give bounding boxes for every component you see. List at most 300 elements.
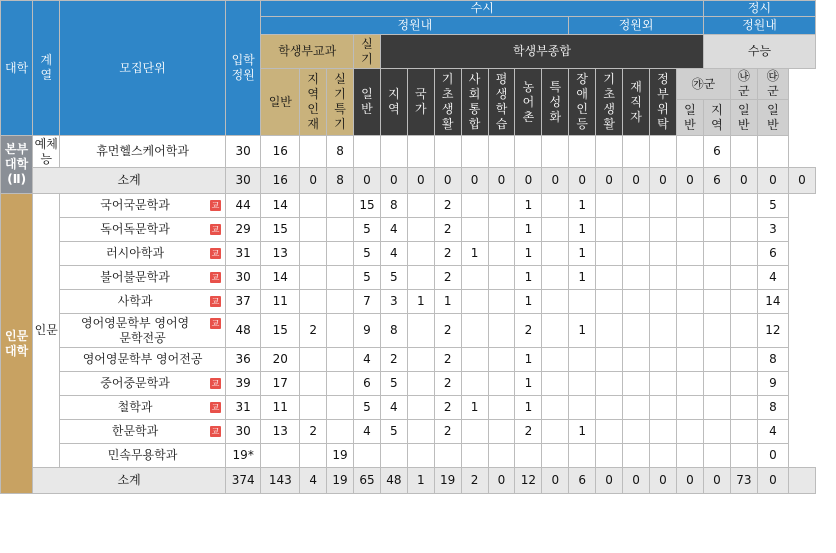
header-j-sahoe: 사 회 통 합	[461, 69, 488, 136]
subtotal-value: 0	[380, 168, 407, 194]
value-cell: 5	[380, 266, 407, 290]
value-cell	[623, 290, 650, 314]
value-cell: 12	[757, 314, 788, 348]
value-cell	[676, 348, 703, 372]
value-cell	[596, 420, 623, 444]
value-cell	[461, 314, 488, 348]
subtotal-value: 0	[407, 168, 434, 194]
value-cell	[354, 444, 381, 468]
value-cell	[703, 444, 730, 468]
value-cell: 1	[515, 242, 542, 266]
value-cell	[730, 266, 757, 290]
subtotal-value: 6	[703, 168, 730, 194]
value-cell	[434, 444, 461, 468]
subtotal-value: 12	[515, 468, 542, 494]
value-cell: 2	[434, 194, 461, 218]
subtotal-row	[1, 168, 816, 194]
value-cell	[649, 136, 676, 168]
subtotal-value: 0	[649, 468, 676, 494]
value-cell: 1	[569, 218, 596, 242]
header-susi-jeongwonoe: 정원외	[569, 17, 704, 35]
unit-label: 휴먼헬스케어학과	[96, 144, 189, 158]
subtotal-value: 0	[488, 168, 515, 194]
unit-label: 독어독문학과	[100, 222, 170, 236]
value-cell	[730, 348, 757, 372]
value-cell	[730, 396, 757, 420]
value-cell: 6	[757, 242, 788, 266]
unit-label: 영어영문학부 영어전공	[82, 352, 203, 366]
header-j-teukseonghwa: 특 성 화	[542, 69, 569, 136]
gyojik-badge-icon: 교	[211, 201, 220, 210]
header-j-gukga: 국 가	[407, 69, 434, 136]
value-cell: 8	[757, 396, 788, 420]
value-cell: 29	[225, 218, 261, 242]
value-cell	[730, 314, 757, 348]
subtotal-value: 0	[542, 468, 569, 494]
value-cell: 1	[515, 290, 542, 314]
header-gyogwa: 학생부교과	[261, 35, 354, 69]
value-cell	[461, 266, 488, 290]
value-cell: 30	[225, 420, 261, 444]
value-cell	[461, 444, 488, 468]
value-cell: 2	[434, 396, 461, 420]
value-cell: 36	[225, 348, 261, 372]
header-j-pyeongsaeng: 평 생 학 습	[488, 69, 515, 136]
value-cell: 19	[327, 444, 354, 468]
subtotal-value: 16	[261, 168, 300, 194]
value-cell	[488, 136, 515, 168]
value-cell	[676, 266, 703, 290]
table-row	[1, 372, 816, 396]
subtotal-value: 1	[407, 468, 434, 494]
table-row	[1, 290, 816, 314]
header-unit: 모집단위	[60, 1, 226, 136]
subtotal-value: 0	[488, 468, 515, 494]
subtotal-value: 4	[300, 468, 327, 494]
college-cell: 본부 대학 (Ⅱ)	[1, 136, 33, 194]
subtotal-label: 소계	[33, 168, 226, 194]
value-cell	[596, 348, 623, 372]
value-cell	[407, 194, 434, 218]
value-cell	[596, 242, 623, 266]
header-gyogwa-ilban: 일반	[261, 69, 300, 136]
header-ga-jiyeok: 지 역	[703, 100, 730, 136]
header-series: 계 열	[33, 1, 60, 136]
table-body	[1, 136, 816, 494]
value-cell: 14	[261, 266, 300, 290]
subtotal-value: 0	[596, 168, 623, 194]
value-cell	[488, 348, 515, 372]
value-cell	[703, 372, 730, 396]
value-cell: 1	[461, 242, 488, 266]
series-cell: 인문	[33, 194, 60, 468]
unit-cell	[60, 194, 226, 218]
value-cell: 1	[515, 218, 542, 242]
value-cell: 5	[354, 218, 381, 242]
value-cell: 1	[515, 372, 542, 396]
value-cell	[569, 290, 596, 314]
value-cell	[676, 218, 703, 242]
value-cell	[649, 266, 676, 290]
value-cell: 11	[261, 396, 300, 420]
unit-cell	[60, 242, 226, 266]
table-row	[1, 242, 816, 266]
value-cell	[461, 136, 488, 168]
value-cell	[407, 444, 434, 468]
value-cell	[380, 136, 407, 168]
subtotal-value: 0	[649, 168, 676, 194]
header-na-gun: ㉯ 군	[730, 69, 757, 100]
value-cell	[407, 266, 434, 290]
value-cell	[649, 444, 676, 468]
table-row	[1, 218, 816, 242]
gyojik-badge-icon: 교	[211, 427, 220, 436]
value-cell	[380, 444, 407, 468]
subtotal-value: 0	[596, 468, 623, 494]
value-cell	[730, 372, 757, 396]
value-cell	[542, 242, 569, 266]
value-cell	[569, 136, 596, 168]
value-cell	[542, 266, 569, 290]
subtotal-value: 0	[569, 168, 596, 194]
value-cell	[649, 290, 676, 314]
value-cell: 1	[515, 266, 542, 290]
gyojik-badge-icon: 교	[211, 403, 220, 412]
header-j-jaejikja: 재 직 자	[623, 69, 650, 136]
value-cell: 2	[434, 348, 461, 372]
value-cell	[407, 314, 434, 348]
value-cell	[300, 194, 327, 218]
value-cell	[327, 372, 354, 396]
value-cell	[434, 136, 461, 168]
value-cell: 1	[461, 396, 488, 420]
header-j-ilban: 일 반	[354, 69, 381, 136]
value-cell	[596, 136, 623, 168]
value-cell	[730, 420, 757, 444]
value-cell	[623, 396, 650, 420]
value-cell: 2	[300, 420, 327, 444]
value-cell	[649, 194, 676, 218]
table-row	[1, 266, 816, 290]
value-cell: 13	[261, 242, 300, 266]
header-quota: 입학 정원	[225, 1, 261, 136]
subtotal-value: 0	[623, 168, 650, 194]
value-cell: 5	[354, 266, 381, 290]
value-cell	[623, 444, 650, 468]
value-cell	[407, 396, 434, 420]
value-cell: 4	[380, 218, 407, 242]
value-cell	[488, 266, 515, 290]
gyojik-badge-icon: 교	[211, 273, 220, 282]
value-cell	[596, 266, 623, 290]
value-cell	[488, 194, 515, 218]
value-cell	[676, 290, 703, 314]
unit-cell	[60, 420, 226, 444]
table-row	[1, 444, 816, 468]
subtotal-value: 48	[380, 468, 407, 494]
value-cell	[407, 136, 434, 168]
value-cell	[623, 136, 650, 168]
header-silgi: 실 기	[354, 35, 381, 69]
value-cell: 19*	[225, 444, 261, 468]
value-cell: 6	[354, 372, 381, 396]
value-cell	[730, 290, 757, 314]
value-cell	[649, 420, 676, 444]
subtotal-value: 73	[730, 468, 757, 494]
value-cell: 3	[380, 290, 407, 314]
value-cell: 2	[515, 420, 542, 444]
value-cell	[488, 444, 515, 468]
gyojik-badge-icon: 교	[211, 249, 220, 258]
value-cell: 11	[261, 290, 300, 314]
value-cell	[676, 136, 703, 168]
header-jiyeok-injae: 지 역 인 재	[300, 69, 327, 136]
subtotal-value: 0	[730, 168, 757, 194]
value-cell	[327, 266, 354, 290]
value-cell	[461, 348, 488, 372]
header-suneung: 수능	[703, 35, 815, 69]
unit-cell	[60, 136, 226, 168]
value-cell	[300, 348, 327, 372]
value-cell	[649, 242, 676, 266]
gyojik-badge-icon: 교	[211, 225, 220, 234]
value-cell: 2	[380, 348, 407, 372]
value-cell	[300, 218, 327, 242]
value-cell	[623, 314, 650, 348]
value-cell	[488, 242, 515, 266]
value-cell: 1	[569, 266, 596, 290]
value-cell: 1	[569, 194, 596, 218]
value-cell	[327, 242, 354, 266]
value-cell	[542, 218, 569, 242]
value-cell	[649, 372, 676, 396]
value-cell: 5	[380, 420, 407, 444]
unit-cell	[60, 290, 226, 314]
unit-label: 민속무용학과	[107, 448, 178, 462]
value-cell: 9	[757, 372, 788, 396]
value-cell	[623, 372, 650, 396]
value-cell: 37	[225, 290, 261, 314]
header-jeongsi: 정시	[703, 1, 815, 17]
value-cell: 5	[757, 194, 788, 218]
value-cell: 30	[225, 136, 261, 168]
value-cell	[596, 194, 623, 218]
subtotal-value: 2	[461, 468, 488, 494]
subtotal-value: 0	[515, 168, 542, 194]
value-cell: 39	[225, 372, 261, 396]
table-row	[1, 194, 816, 218]
subtotal-value: 0	[789, 168, 816, 194]
value-cell	[542, 290, 569, 314]
value-cell	[596, 444, 623, 468]
value-cell	[730, 218, 757, 242]
unit-label: 불어불문학과	[100, 270, 170, 284]
value-cell	[730, 194, 757, 218]
value-cell	[300, 444, 327, 468]
value-cell: 4	[757, 266, 788, 290]
value-cell	[542, 420, 569, 444]
value-cell	[649, 348, 676, 372]
value-cell: 8	[327, 136, 354, 168]
header-na-ilban: 일 반	[730, 100, 757, 136]
value-cell	[703, 218, 730, 242]
value-cell	[542, 314, 569, 348]
subtotal-value: 0	[757, 168, 788, 194]
value-cell	[703, 348, 730, 372]
subtotal-value: 8	[327, 168, 354, 194]
value-cell: 20	[261, 348, 300, 372]
value-cell	[407, 372, 434, 396]
value-cell: 0	[757, 444, 788, 468]
value-cell: 30	[225, 266, 261, 290]
header-da-ilban: 일 반	[757, 100, 788, 136]
value-cell: 2	[434, 372, 461, 396]
value-cell	[569, 444, 596, 468]
value-cell	[327, 290, 354, 314]
value-cell	[300, 266, 327, 290]
unit-cell	[60, 266, 226, 290]
value-cell	[542, 194, 569, 218]
value-cell	[542, 372, 569, 396]
value-cell	[327, 420, 354, 444]
value-cell: 15	[261, 218, 300, 242]
value-cell	[703, 396, 730, 420]
value-cell	[676, 444, 703, 468]
value-cell	[327, 314, 354, 348]
value-cell	[703, 266, 730, 290]
value-cell	[596, 314, 623, 348]
value-cell	[623, 194, 650, 218]
value-cell: 2	[434, 218, 461, 242]
value-cell	[623, 218, 650, 242]
header-j-jangaein: 장 애 인 등	[569, 69, 596, 136]
table-row	[1, 396, 816, 420]
value-cell: 7	[354, 290, 381, 314]
value-cell	[623, 348, 650, 372]
gyojik-badge-icon: 교	[211, 297, 220, 306]
value-cell	[649, 314, 676, 348]
header-j-gicho2: 기 초 생 활	[596, 69, 623, 136]
value-cell: 4	[380, 396, 407, 420]
value-cell: 31	[225, 242, 261, 266]
value-cell	[542, 444, 569, 468]
value-cell	[300, 136, 327, 168]
unit-cell	[60, 314, 226, 348]
value-cell	[488, 290, 515, 314]
table-row	[1, 348, 816, 372]
value-cell	[327, 396, 354, 420]
value-cell	[461, 290, 488, 314]
value-cell	[569, 372, 596, 396]
header-susi: 수시	[261, 1, 704, 17]
value-cell	[488, 420, 515, 444]
value-cell	[623, 242, 650, 266]
value-cell	[261, 444, 300, 468]
header-j-jeongbuwitak: 정 부 위 탁	[649, 69, 676, 136]
subtotal-value: 6	[569, 468, 596, 494]
value-cell	[676, 314, 703, 348]
value-cell: 1	[407, 290, 434, 314]
value-cell: 4	[380, 242, 407, 266]
value-cell: 15	[261, 314, 300, 348]
header-silgi-teukgi: 실 기 특 기	[327, 69, 354, 136]
value-cell	[461, 372, 488, 396]
subtotal-value: 0	[623, 468, 650, 494]
value-cell	[730, 136, 757, 168]
value-cell	[649, 218, 676, 242]
value-cell	[703, 290, 730, 314]
header-da-gun: ㉰ 군	[757, 69, 788, 100]
unit-label: 한문학과	[111, 424, 159, 438]
value-cell	[488, 314, 515, 348]
subtotal-value: 0	[300, 168, 327, 194]
unit-label: 국어국문학과	[100, 198, 170, 212]
series-cell: 예체 능	[34, 136, 58, 166]
value-cell: 1	[569, 242, 596, 266]
value-cell	[596, 396, 623, 420]
subtotal-value: 0	[757, 468, 788, 494]
value-cell	[515, 444, 542, 468]
subtotal-value: 374	[225, 468, 261, 494]
value-cell	[461, 194, 488, 218]
value-cell	[300, 372, 327, 396]
value-cell: 1	[434, 290, 461, 314]
value-cell: 4	[354, 348, 381, 372]
value-cell	[488, 372, 515, 396]
table-row	[1, 136, 816, 168]
subtotal-value: 65	[354, 468, 381, 494]
gyojik-badge-icon: 교	[211, 379, 220, 388]
value-cell: 2	[515, 314, 542, 348]
header-ga-gun: ㉮군	[676, 69, 730, 100]
value-cell: 9	[354, 314, 381, 348]
subtotal-value: 143	[261, 468, 300, 494]
value-cell	[676, 194, 703, 218]
unit-cell	[60, 444, 226, 468]
table-header	[1, 1, 816, 136]
gyojik-badge-icon: 교	[211, 318, 220, 328]
value-cell	[542, 136, 569, 168]
value-cell: 6	[703, 136, 730, 168]
value-cell	[488, 218, 515, 242]
value-cell	[300, 242, 327, 266]
value-cell	[461, 218, 488, 242]
value-cell	[676, 242, 703, 266]
subtotal-value	[789, 468, 816, 494]
unit-cell	[60, 396, 226, 420]
header-j-nongeochon: 농 어 촌	[515, 69, 542, 136]
subtotal-value: 0	[542, 168, 569, 194]
value-cell: 2	[300, 314, 327, 348]
value-cell: 48	[225, 314, 261, 348]
value-cell: 2	[434, 420, 461, 444]
unit-cell	[60, 218, 226, 242]
unit-label: 중어중문학과	[100, 376, 170, 390]
value-cell	[623, 420, 650, 444]
value-cell: 2	[434, 266, 461, 290]
value-cell	[730, 444, 757, 468]
value-cell: 1	[515, 348, 542, 372]
table-row	[1, 420, 816, 444]
value-cell	[703, 194, 730, 218]
value-cell	[542, 348, 569, 372]
value-cell: 13	[261, 420, 300, 444]
value-cell	[569, 348, 596, 372]
subtotal-value: 0	[434, 168, 461, 194]
value-cell: 3	[757, 218, 788, 242]
value-cell	[703, 242, 730, 266]
value-cell	[300, 396, 327, 420]
